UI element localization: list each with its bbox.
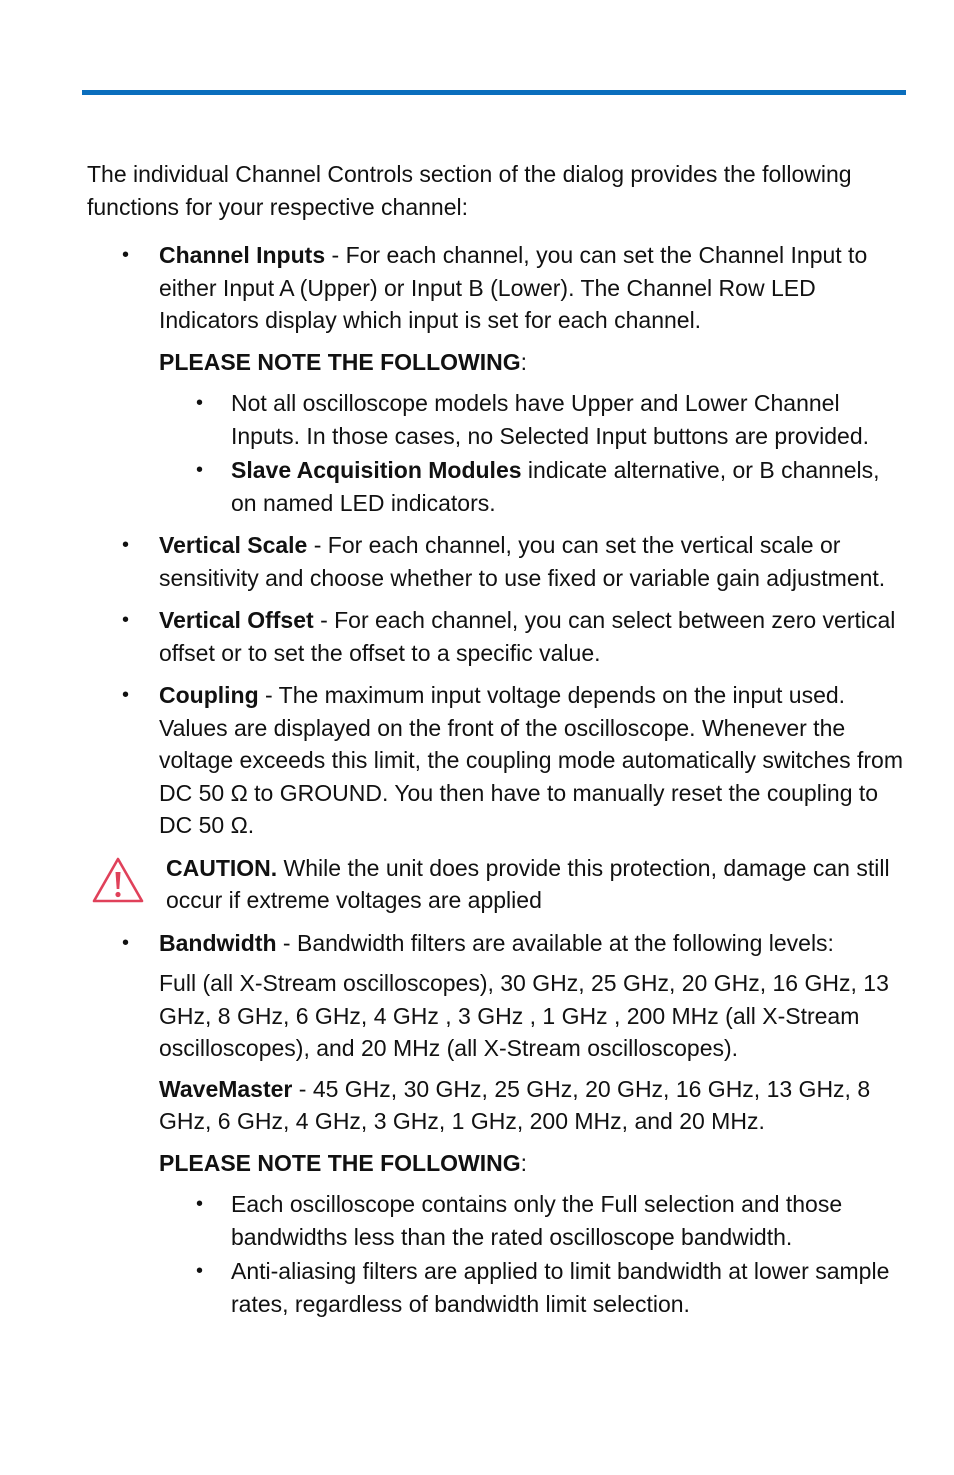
vertical-scale-term: Vertical Scale <box>159 532 308 558</box>
note-text: indicate alternative, or B channels, on named LED indicators. <box>231 457 880 516</box>
list-item-coupling <box>87 679 907 842</box>
bandwidth-levels-paragraph: Full (all X-Stream oscilloscopes), 30 GHz, 25 GHz, 20 GHz, 16 GHz, 13 GHz, 8 GHz, 6 GHz, 4 GHz , 3 GHz , 1 GHz , 200 MHz (all X-Stream oscilloscopes), and 20 MHz (all X-Stream oscilloscopes). <box>159 970 889 1061</box>
wavemaster-term: WaveMaster <box>159 1075 293 1102</box>
wavemaster-text: - 45 GHz, 30 GHz, 25 GHz, 20 GHz, 16 GHz, 13 GHz, 8 GHz, 6 GHz, 4 GHz, 3 GHz, 1 GHz, 200 MHz, and 20 MHz. <box>159 1075 871 1134</box>
note-heading-text: PLEASE NOTE THE FOLLOWING <box>159 1149 521 1176</box>
vertical-offset-text: - For each channel, you can select between zero vertical offset or to set the offset to a specific value. <box>159 607 896 666</box>
bandwidth-list <box>87 927 907 1321</box>
caution-paragraph <box>166 852 907 917</box>
bandwidth-notes <box>159 1188 907 1320</box>
list-item-channel-inputs <box>87 239 907 519</box>
bullet-icon: • <box>122 609 130 631</box>
channel-inputs-term: Channel Inputs <box>159 242 326 268</box>
wavemaster-paragraph <box>159 1073 907 1138</box>
note-text: Anti-aliasing filters are applied to limit bandwidth at lower sample rates, regardless of bandwidth limit selection. <box>231 1258 890 1317</box>
bullet-icon: • <box>196 1193 204 1215</box>
warning-triangle-icon <box>91 856 145 904</box>
channel-inputs-paragraph <box>159 239 907 337</box>
channel-controls-list <box>87 239 907 842</box>
caution-label: CAUTION. <box>166 854 278 881</box>
note-heading-colon: : <box>520 1149 528 1176</box>
vertical-scale-text: - For each channel, you can set the vertical scale or sensitivity and choose whether to use fixed or variable gain adjustment. <box>159 532 886 591</box>
note-heading-text: PLEASE NOTE THE FOLLOWING <box>159 348 521 375</box>
list-item-vertical-offset <box>87 604 907 669</box>
vertical-offset-term: Vertical Offset <box>159 607 314 633</box>
header-rule <box>82 90 906 95</box>
coupling-paragraph <box>159 679 907 842</box>
bullet-icon: • <box>196 1260 204 1282</box>
note-item <box>159 1188 907 1253</box>
vertical-scale-paragraph <box>159 529 907 594</box>
bandwidth-paragraph <box>159 927 907 960</box>
channel-inputs-text: - For each channel, you can set the Channel Input to either Input A (Upper) or Input B (Lower). The Channel Row LED Indicators display which input is set for each channel. <box>159 242 868 333</box>
bullet-icon: • <box>196 392 204 414</box>
note-item <box>159 1255 907 1320</box>
bullet-icon: • <box>122 684 130 706</box>
bullet-icon: • <box>122 534 130 556</box>
bullet-icon: • <box>122 931 130 954</box>
channel-inputs-notes <box>159 387 907 519</box>
vertical-offset-paragraph <box>159 604 907 669</box>
caution-block <box>87 852 907 917</box>
bullet-icon: • <box>122 244 130 266</box>
note-term: Slave Acquisition Modules <box>231 457 522 483</box>
note-item <box>159 454 907 519</box>
list-item-vertical-scale <box>87 529 907 594</box>
note-item <box>159 387 907 452</box>
note-text: Not all oscilloscope models have Upper and Lower Channel Inputs. In those cases, no Selected Input buttons are provided. <box>231 390 870 449</box>
document-body <box>87 158 907 1330</box>
bandwidth-text: - Bandwidth filters are available at the following levels: <box>276 929 834 956</box>
channel-inputs-note-heading <box>159 346 907 379</box>
note-text: Each oscilloscope contains only the Full selection and those bandwidths less than the rated oscilloscope bandwidth. <box>231 1191 843 1250</box>
coupling-term: Coupling <box>159 682 259 708</box>
bandwidth-note-heading <box>159 1147 907 1180</box>
coupling-text: - The maximum input voltage depends on the input used. Values are displayed on the front of the oscilloscope. Whenever the voltage exceeds this limit, the coupling mode automatically switches from DC 50 Ω to GROUND. You then have to manually reset the coupling to DC 50 Ω. <box>159 682 904 838</box>
note-heading-colon: : <box>520 348 528 375</box>
list-item-bandwidth <box>87 927 907 1321</box>
intro-paragraph: The individual Channel Controls section of the dialog provides the following functions for your respective channel: <box>87 161 852 220</box>
bandwidth-term: Bandwidth <box>159 929 277 956</box>
bullet-icon: • <box>196 459 204 481</box>
caution-text: While the unit does provide this protection, damage can still occur if extreme voltages are applied <box>166 854 890 913</box>
